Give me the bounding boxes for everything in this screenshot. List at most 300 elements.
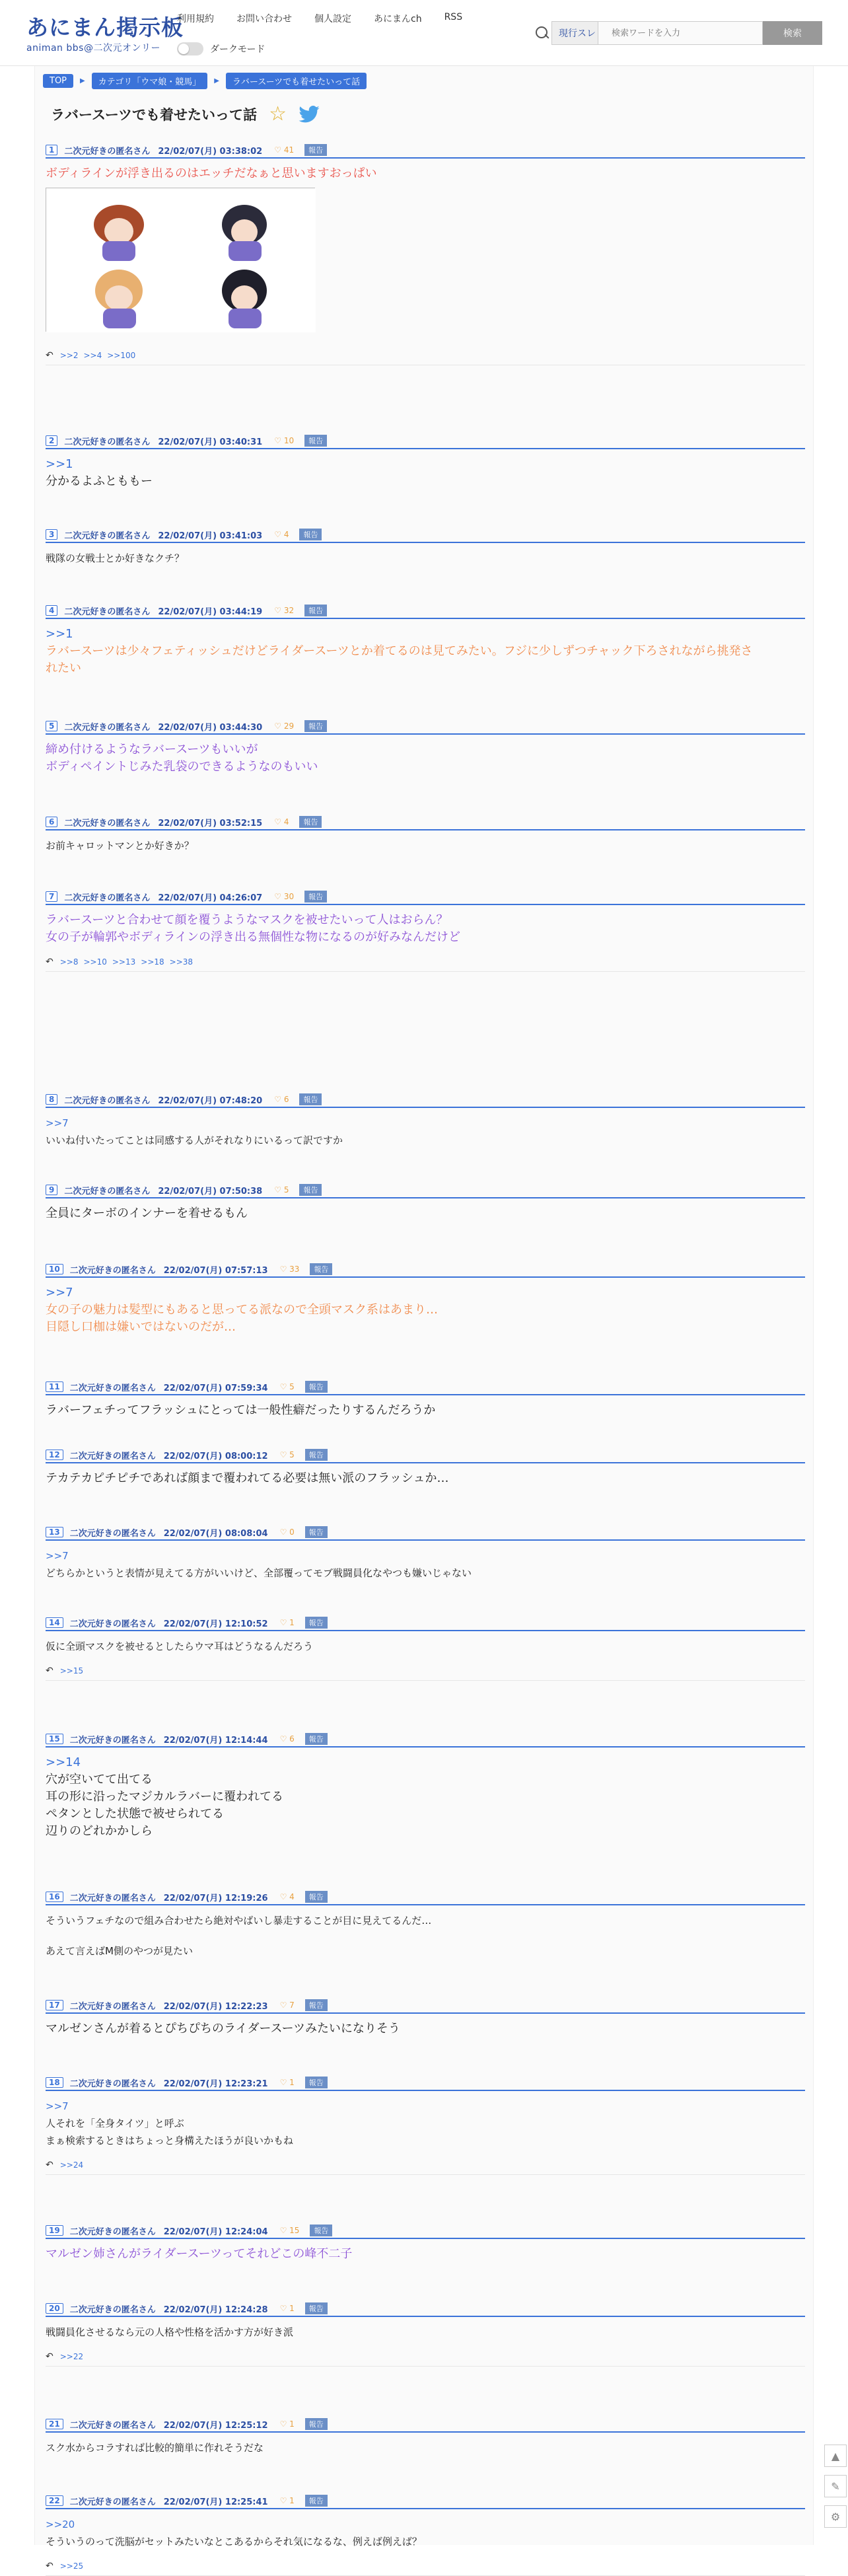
heart-icon: ♡	[274, 436, 284, 445]
thread-main	[34, 66, 814, 2571]
like-button[interactable]	[280, 1450, 295, 1459]
post-line: ボディペイントじみた乳袋のできるようなのもいい	[46, 760, 318, 774]
like-count: 4	[283, 530, 289, 539]
post-number[interactable]: 2	[46, 435, 57, 446]
post-author: 二次元好きの匿名さん	[69, 2497, 156, 2507]
like-button[interactable]	[280, 1382, 295, 1391]
logo-sub-text: animan bbs@二次元オンリー	[26, 43, 160, 54]
post-header	[46, 720, 805, 735]
reply-anchor-link[interactable]: >>1	[46, 457, 73, 471]
post-body	[46, 456, 805, 490]
post-number[interactable]: 10	[46, 1264, 63, 1274]
like-count: 5	[289, 1450, 295, 1459]
heart-icon: ♡	[279, 1382, 290, 1391]
post-line: 締め付けるようなラバースーツもいいが	[46, 743, 258, 756]
post-date: 22/02/07(月) 07:50:38	[158, 1186, 263, 1196]
post-item	[46, 720, 805, 776]
post-header	[46, 1526, 805, 1541]
like-button[interactable]	[280, 1265, 300, 1274]
post-header	[46, 2495, 805, 2509]
post-line: 分かるよふとももー	[46, 474, 153, 488]
like-count: 1	[289, 2304, 295, 2313]
like-count: 6	[283, 1095, 289, 1104]
like-count: 6	[289, 1734, 295, 1744]
reply-link[interactable]: >>15	[59, 1666, 84, 1675]
post-header	[46, 1733, 805, 1748]
reply-arrow-icon: ↶	[46, 2160, 53, 2170]
reply-link[interactable]: >>8	[59, 957, 79, 967]
post-author: 二次元好きの匿名さん	[69, 2001, 156, 2012]
post-number[interactable]: 20	[46, 2303, 63, 2314]
heart-icon: ♡	[274, 530, 284, 539]
post-date: 22/02/07(月) 07:59:34	[163, 1383, 268, 1393]
reply-links	[46, 2351, 805, 2367]
post-image[interactable]	[46, 188, 315, 332]
favorite-star-icon[interactable]: ☆	[269, 102, 287, 126]
post-body	[46, 2098, 805, 2149]
post-body	[46, 837, 805, 854]
post-date: 22/02/07(月) 08:00:12	[163, 1451, 268, 1461]
post-number[interactable]: 22	[46, 2495, 63, 2506]
post-date: 22/02/07(月) 12:22:23	[163, 2001, 268, 2012]
post-author: 二次元好きの匿名さん	[69, 1619, 156, 1629]
report-button[interactable]: 報告	[305, 1891, 328, 1903]
post-author: 二次元好きの匿名さん	[69, 1528, 156, 1539]
post-header	[46, 1093, 805, 1108]
post-author: 二次元好きの匿名さん	[69, 1383, 156, 1393]
report-button[interactable]: 報告	[304, 720, 327, 732]
post-date: 22/02/07(月) 12:24:04	[163, 2226, 268, 2237]
post-number[interactable]: 12	[46, 1450, 63, 1460]
post-header	[46, 144, 805, 159]
heart-icon: ♡	[274, 606, 284, 615]
site-header	[0, 0, 848, 66]
twitter-share-icon[interactable]	[299, 106, 320, 123]
post-line: 戦闘員化させるなら元の人格や性格を活かす方が好き派	[46, 2326, 294, 2338]
like-button[interactable]	[280, 2419, 295, 2429]
post-date: 22/02/07(月) 12:23:21	[163, 2079, 268, 2089]
post-date: 22/02/07(月) 07:57:13	[163, 1265, 268, 1276]
post-header	[46, 891, 805, 905]
like-count: 33	[289, 1265, 300, 1274]
heart-icon: ♡	[274, 1185, 284, 1195]
like-button[interactable]	[274, 1095, 289, 1104]
post-header	[46, 2302, 805, 2317]
post-line: 耳の形に沿ったマジカルラバーに覆われてる	[46, 1790, 283, 1804]
post-date: 22/02/07(月) 12:24:28	[163, 2304, 268, 2315]
post-number[interactable]: 6	[46, 817, 57, 827]
post-number[interactable]: 1	[46, 145, 57, 155]
report-button[interactable]: 報告	[305, 2495, 328, 2507]
post-item	[46, 1449, 805, 1487]
post-header	[46, 529, 805, 543]
post-author: 二次元好きの匿名さん	[69, 2226, 156, 2237]
post-body	[46, 2020, 805, 2038]
like-button[interactable]	[274, 1185, 289, 1195]
like-count: 4	[283, 817, 289, 827]
post-body	[46, 2439, 805, 2456]
post-author: 二次元好きの匿名さん	[69, 1451, 156, 1461]
post-line: ペタンとした状態で被せられてる	[46, 1807, 224, 1821]
post-date: 22/02/07(月) 04:26:07	[158, 893, 263, 903]
post-body	[46, 2324, 805, 2341]
heart-icon: ♡	[279, 1527, 290, 1537]
darkmode-toggle[interactable]	[177, 42, 203, 55]
post-number[interactable]: 7	[46, 891, 57, 902]
search-input[interactable]	[598, 21, 763, 45]
post-date: 22/02/07(月) 03:52:15	[158, 818, 263, 828]
like-button[interactable]	[280, 2496, 295, 2505]
post-item	[46, 529, 805, 567]
post-author: 二次元好きの匿名さん	[64, 818, 151, 828]
post-author: 二次元好きの匿名さん	[64, 893, 151, 903]
report-button[interactable]: 報告	[299, 816, 322, 828]
search-type-select[interactable]: 現行スレ	[551, 21, 598, 45]
report-button[interactable]: 報告	[299, 1093, 322, 1105]
post-number[interactable]: 17	[46, 2000, 63, 2010]
reply-link[interactable]: >>4	[83, 351, 102, 360]
nav-contact[interactable]: お問い合わせ	[236, 14, 292, 24]
edit-icon[interactable]: ✎	[824, 2475, 847, 2497]
reply-arrow-icon: ↶	[46, 957, 53, 967]
scroll-top-icon[interactable]: ▲	[824, 2445, 847, 2467]
post-body	[46, 1115, 805, 1149]
reply-link[interactable]: >>13	[112, 957, 136, 967]
post-author: 二次元好きの匿名さん	[64, 1186, 151, 1196]
reply-link[interactable]: >>24	[59, 2160, 84, 2170]
like-count: 5	[283, 1185, 289, 1195]
post-number[interactable]: 21	[46, 2419, 63, 2429]
breadcrumb-separator-icon: ▶	[214, 77, 219, 85]
darkmode-control	[177, 42, 265, 55]
post-header	[46, 605, 805, 619]
like-count: 1	[289, 2078, 295, 2087]
blank-line	[46, 1929, 805, 1942]
like-count: 5	[289, 1382, 295, 1391]
search-icon	[532, 21, 551, 45]
top-nav	[177, 12, 485, 25]
heart-icon: ♡	[274, 817, 284, 827]
post-number[interactable]: 3	[46, 529, 57, 540]
post-header	[46, 1449, 805, 1463]
post-item	[46, 605, 805, 677]
post-line: 辺りのどれかかしら	[46, 1824, 153, 1838]
like-button[interactable]	[280, 1892, 295, 1901]
reply-links	[46, 2160, 805, 2175]
report-button[interactable]: 報告	[305, 2077, 328, 2088]
post-date: 22/02/07(月) 07:48:20	[158, 1095, 263, 1106]
post-line: まぁ検索するときはちょっと身構えたほうが良いかもね	[46, 2135, 294, 2147]
like-button[interactable]	[274, 606, 294, 615]
thread-title-text: ラバースーツでも着せたいって話	[51, 107, 258, 123]
reply-anchor-link[interactable]: >>7	[46, 1286, 73, 1300]
post-body	[46, 1638, 805, 1655]
post-line: そういうのって洗脳がセットみたいなとこあるからそれ気になるな、例えば例えば？	[46, 2536, 422, 2548]
post-author: 二次元好きの匿名さん	[64, 1095, 151, 1106]
post-date: 22/02/07(月) 03:41:03	[158, 531, 263, 541]
post-header	[46, 2418, 805, 2433]
breadcrumb-category[interactable]: カテゴリ「ウマ娘・競馬」	[92, 73, 207, 89]
reply-link[interactable]: >>38	[169, 957, 194, 967]
site-logo[interactable]	[26, 15, 184, 54]
page-title	[51, 104, 320, 124]
post-line: ボディラインが浮き出るのはエッチだなぁと思いますおっぱい	[46, 166, 377, 180]
post-item	[46, 1526, 805, 1582]
post-body	[46, 1754, 805, 1840]
post-line: れたい	[46, 661, 81, 675]
post-item	[46, 1381, 805, 1419]
post-item	[46, 2302, 805, 2367]
post-number[interactable]: 11	[46, 1381, 63, 1392]
post-body	[46, 550, 805, 567]
like-count: 29	[283, 721, 295, 731]
post-line: マルゼン姉さんがライダースーツってそれどこの峰不二子	[46, 2247, 353, 2261]
post-body	[46, 1284, 805, 1336]
heart-icon: ♡	[279, 2001, 290, 2010]
post-body	[46, 912, 805, 946]
post-author: 二次元好きの匿名さん	[69, 2079, 156, 2089]
post-line: マルゼンさんが着るとぴちぴちのライダースーツみたいになりそう	[46, 2022, 400, 2036]
heart-icon: ♡	[279, 2496, 290, 2505]
like-count: 4	[289, 1892, 295, 1901]
post-line: ラバースーツと合わせて顔を覆うようなマスクを被せたいって人はおらん？	[46, 913, 448, 927]
post-author: 二次元好きの匿名さん	[69, 2304, 156, 2315]
nav-terms[interactable]: 利用規約	[177, 14, 214, 24]
post-item	[46, 435, 805, 490]
search-box	[532, 21, 822, 45]
gear-icon[interactable]: ⚙	[824, 2505, 847, 2528]
post-line: 女の子の魅力は髪型にもあると思ってる派なので全頭マスク系はあまり…	[46, 1303, 438, 1317]
post-item	[46, 816, 805, 854]
post-author: 二次元好きの匿名さん	[64, 531, 151, 541]
post-date: 22/02/07(月) 12:19:26	[163, 1893, 268, 1903]
reply-arrow-icon: ↶	[46, 350, 53, 361]
reply-anchor-link[interactable]: >>20	[46, 2519, 75, 2530]
reply-link[interactable]: >>2	[59, 351, 79, 360]
post-date: 22/02/07(月) 03:44:30	[158, 722, 263, 733]
reply-arrow-icon: ↶	[46, 1666, 53, 1676]
heart-icon: ♡	[279, 1734, 290, 1744]
like-count: 1	[289, 2496, 295, 2505]
breadcrumb-thread[interactable]: ラバースーツでも着せたいって話	[226, 73, 367, 89]
heart-icon: ♡	[279, 2078, 290, 2087]
reply-anchor-link[interactable]: >>7	[46, 2100, 69, 2112]
like-button[interactable]	[280, 2078, 295, 2087]
post-number[interactable]: 5	[46, 721, 57, 731]
heart-icon: ♡	[279, 1450, 290, 1459]
character-figure-2	[222, 205, 267, 261]
like-button[interactable]	[274, 817, 289, 827]
report-button[interactable]: 報告	[299, 1184, 322, 1196]
post-author: 二次元好きの匿名さん	[64, 146, 151, 157]
like-button[interactable]	[280, 2001, 295, 2010]
report-button[interactable]: 報告	[305, 2302, 328, 2314]
post-author: 二次元好きの匿名さん	[69, 2420, 156, 2431]
post-line: 仮に全頭マスクを被せるとしたらウマ耳はどうなるんだろう	[46, 1640, 314, 1652]
post-item	[46, 1891, 805, 1960]
post-number[interactable]: 9	[46, 1185, 57, 1195]
post-item	[46, 144, 805, 365]
post-author: 二次元好きの匿名さん	[69, 1735, 156, 1746]
post-body	[46, 165, 805, 182]
post-author: 二次元好きの匿名さん	[69, 1265, 156, 1276]
report-button[interactable]: 報告	[304, 605, 327, 616]
post-item	[46, 1263, 805, 1336]
post-header	[46, 2077, 805, 2091]
post-header	[46, 816, 805, 830]
post-line: 目隠し口枷は嫌いではないのだが…	[46, 1320, 236, 1334]
reply-anchor-link[interactable]: >>7	[46, 1550, 69, 1562]
like-count: 15	[289, 2226, 300, 2235]
character-figure-4	[222, 270, 267, 328]
post-item	[46, 2495, 805, 2576]
heart-icon: ♡	[279, 2226, 290, 2235]
reply-anchor-link[interactable]: >>7	[46, 1117, 69, 1129]
heart-icon: ♡	[279, 1892, 290, 1901]
reply-link[interactable]: >>18	[141, 957, 164, 967]
heart-icon: ♡	[274, 1095, 284, 1104]
heart-icon: ♡	[279, 2419, 290, 2429]
post-header	[46, 1381, 805, 1395]
report-button[interactable]: 報告	[304, 891, 327, 902]
post-line: 穴が空いてて出てる	[46, 1773, 153, 1786]
post-item	[46, 2418, 805, 2456]
post-header	[46, 435, 805, 449]
like-button[interactable]	[274, 721, 294, 731]
nav-animanch[interactable]: あにまんch	[374, 14, 422, 24]
like-button[interactable]	[280, 2304, 295, 2313]
post-item	[46, 2225, 805, 2263]
post-header	[46, 1184, 805, 1198]
like-button[interactable]	[280, 1734, 295, 1744]
post-date: 22/02/07(月) 08:08:04	[163, 1528, 268, 1539]
post-date: 22/02/07(月) 12:25:41	[163, 2497, 268, 2507]
reply-anchor-link[interactable]: >>14	[46, 1755, 81, 1769]
reply-link[interactable]: >>25	[59, 2561, 84, 2571]
darkmode-label: ダークモード	[210, 44, 265, 55]
post-line: テカテカピチピチであれば顔まで覆われてる必要は無い派のフラッシュか…	[46, 1471, 449, 1485]
report-button[interactable]: 報告	[305, 1526, 328, 1538]
like-button[interactable]	[274, 892, 294, 901]
post-line: 全員にターボのインナーを着せるもん	[46, 1206, 248, 1220]
reply-links	[46, 2561, 805, 2576]
breadcrumb-separator-icon: ▶	[80, 77, 85, 85]
heart-icon: ♡	[279, 1618, 290, 1627]
post-author: 二次元好きの匿名さん	[69, 1893, 156, 1903]
like-button[interactable]	[280, 2226, 300, 2235]
heart-icon: ♡	[274, 892, 284, 901]
post-date: 22/02/07(月) 03:38:02	[158, 146, 263, 157]
post-number[interactable]: 4	[46, 605, 57, 616]
post-body	[46, 1912, 805, 1960]
post-number[interactable]: 13	[46, 1527, 63, 1537]
like-count: 0	[289, 1527, 295, 1537]
post-line: そういうフェチなので組み合わせたら絶対やばいし暴走することが目に見えてるんだ…	[46, 1915, 432, 1927]
report-button[interactable]: 報告	[305, 1999, 328, 2011]
like-button[interactable]	[274, 145, 294, 155]
reply-links	[46, 1666, 805, 1681]
post-number[interactable]: 18	[46, 2077, 63, 2088]
like-button[interactable]	[280, 1618, 295, 1627]
report-button[interactable]: 報告	[305, 2418, 328, 2430]
post-header	[46, 2225, 805, 2239]
logo-main-text: あにまん掲示板	[26, 15, 184, 40]
post-line: 女の子が輪郭やボディラインの浮き出る無個性な物になるのが好みなんだけど	[46, 930, 461, 944]
like-count: 10	[283, 436, 295, 445]
like-count: 32	[283, 606, 295, 615]
reply-anchor-link[interactable]: >>1	[46, 627, 73, 641]
heart-icon: ♡	[279, 1265, 290, 1274]
post-line: どちらかというと表情が見えてる方がいいけど、全部覆ってモブ戦闘員化なやつも嫌いじゃない	[46, 1567, 472, 1579]
like-button[interactable]	[274, 530, 289, 539]
report-button[interactable]: 報告	[304, 435, 327, 447]
post-body	[46, 1402, 805, 1419]
post-line: お前キャロットマンとか好きか？	[46, 840, 194, 852]
reply-link[interactable]: >>10	[83, 957, 107, 967]
post-date: 22/02/07(月) 12:14:44	[163, 1735, 268, 1746]
post-line: 戦隊の女戦士とか好きなクチ？	[46, 552, 185, 564]
report-button[interactable]: 報告	[305, 1381, 328, 1393]
post-line: いいね付いたってことは同感する人がそれなりにいるって訳ですか	[46, 1134, 343, 1146]
post-body	[46, 626, 805, 677]
report-button[interactable]: 報告	[305, 1449, 328, 1461]
like-count: 1	[289, 1618, 295, 1627]
post-item	[46, 1093, 805, 1149]
post-line: スク水からコラすれば比較的簡単に作れそうだな	[46, 2442, 264, 2454]
post-date: 22/02/07(月) 12:10:52	[163, 1619, 268, 1629]
post-number[interactable]: 19	[46, 2225, 63, 2236]
report-button[interactable]: 報告	[299, 529, 322, 540]
post-header	[46, 1999, 805, 2014]
reply-link[interactable]: >>100	[107, 351, 136, 360]
nav-rss[interactable]: RSS	[444, 12, 463, 22]
report-button[interactable]: 報告	[310, 2225, 332, 2236]
like-button[interactable]	[274, 436, 294, 445]
report-button[interactable]: 報告	[310, 1263, 332, 1275]
post-number[interactable]: 14	[46, 1617, 63, 1628]
report-button[interactable]: 報告	[305, 1733, 328, 1745]
breadcrumb-top[interactable]: TOP	[43, 74, 73, 88]
post-line: 人それを「全身タイツ」と呼ぶ	[46, 2117, 184, 2129]
post-item	[46, 1999, 805, 2038]
nav-settings[interactable]: 個人設定	[314, 14, 351, 24]
post-number[interactable]: 8	[46, 1094, 57, 1105]
post-header	[46, 1617, 805, 1631]
report-button[interactable]: 報告	[304, 144, 327, 156]
heart-icon: ♡	[274, 145, 284, 155]
reply-arrow-icon: ↶	[46, 2351, 53, 2362]
post-body	[46, 1205, 805, 1222]
search-button[interactable]: 検索	[763, 21, 822, 45]
post-item	[46, 2077, 805, 2175]
post-body	[46, 2246, 805, 2263]
post-number[interactable]: 15	[46, 1734, 63, 1744]
breadcrumb	[43, 73, 373, 89]
report-button[interactable]: 報告	[305, 1617, 328, 1629]
post-header	[46, 1891, 805, 1905]
post-number[interactable]: 16	[46, 1892, 63, 1902]
post-body	[46, 2516, 805, 2550]
reply-arrow-icon: ↶	[46, 2561, 53, 2571]
like-count: 30	[283, 892, 295, 901]
like-count: 7	[289, 2001, 295, 2010]
post-item	[46, 1617, 805, 1681]
like-count: 1	[289, 2419, 295, 2429]
post-body	[46, 1470, 805, 1487]
reply-link[interactable]: >>22	[59, 2352, 84, 2361]
like-count: 41	[283, 145, 295, 155]
like-button[interactable]	[280, 1527, 295, 1537]
